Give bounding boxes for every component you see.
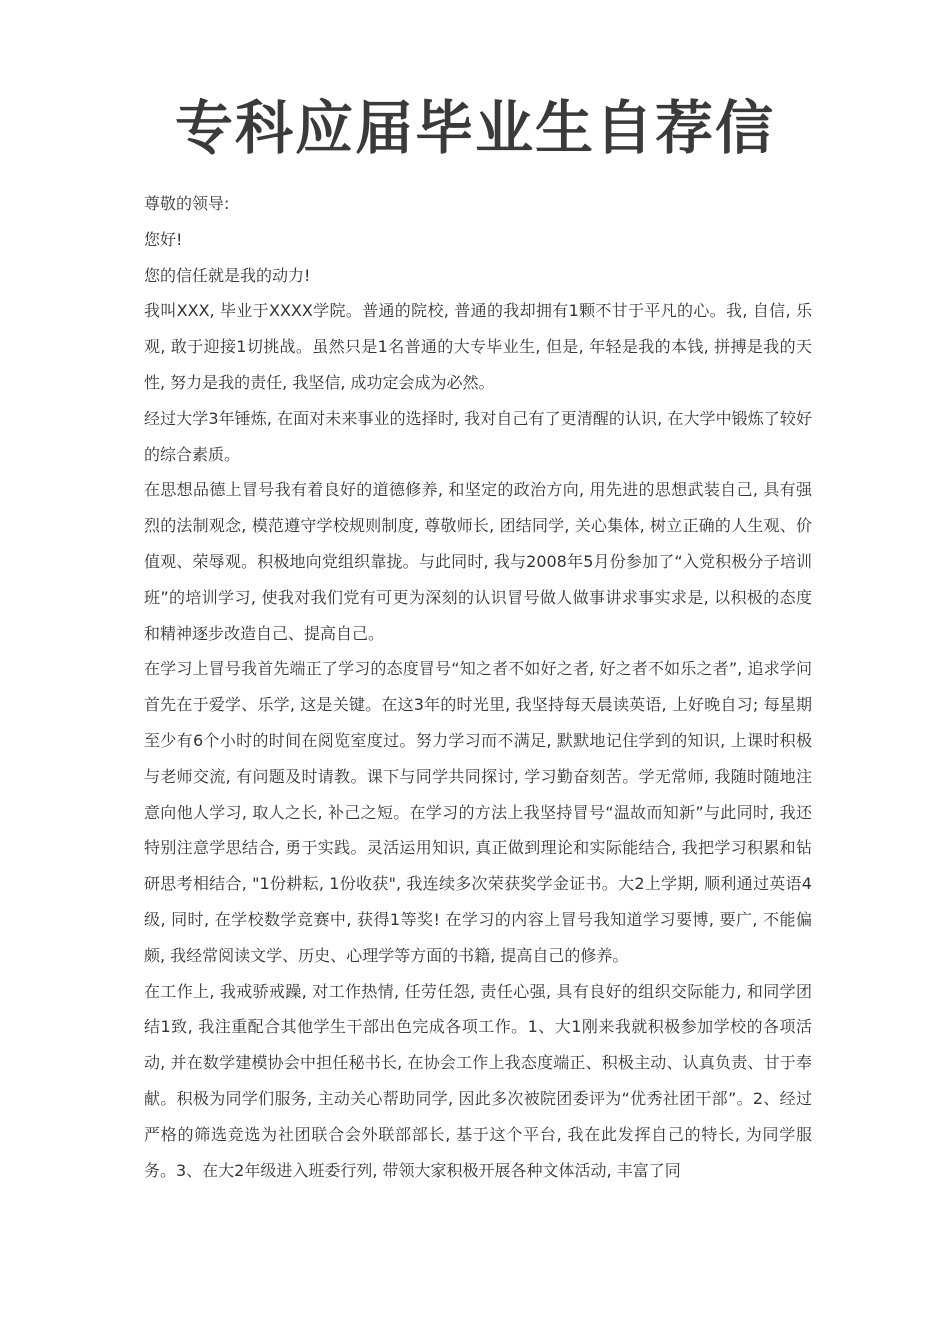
paragraph-study: 在学习上冒号我首先端正了学习的态度冒号“知之者不如好之者, 好之者不如乐之者”, 追求学问首先在于爱学、乐学, 这是关键。在这3年的时光里, 我坚持每天晨读英语, 上好晚自习; 每星期至少有6个小时的时间在阅览室度过。努力学习而不满足, 默默地记住学到的知识, 上课时积极与老师交流, 有问题及时请教。课下与同学共同探讨, 学习勤奋刻苦。学无常师, 我随时随地注意向他人学习, 取人之长, 补己之短。在学习的方法上我坚持冒号“温故而知新”与此同时, 我还特别注意学思结合, 勇于实践。灵活运用知识, 真正做到理论和实际能结合, 我把学习积累和钻研思考相结合, "1份耕耘, 1份收获", 我连续多次荣获奖学金证书。大2上学期, 顺利通过英语4级, 同时, 在学校数学竞赛中, 获得1等奖! 在学习的内容上冒号我知道学习要博, 要广, 不能偏颇, 我经常阅读文学、历史、心理学等方面的书籍, 提高自己的修养。	[144, 659, 812, 965]
letter-body	[144, 186, 812, 1188]
paragraph-work: 在工作上, 我戒骄戒躁, 对工作热情, 任劳任怨, 责任心强, 具有良好的组织交际能力, 和同学团结1致, 我注重配合其他学生干部出色完成各项工作。1、大1刚来我就积极参加学校的各项活动, 并在数学建模协会中担任秘书长, 在协会工作上我态度端正、积极主动、认真负责、甘于奉献。积极为同学们服务, 主动关心帮助同学, 因此多次被院团委评为“优秀社团干部”。2、经过严格的筛选竞选为社团联合会外联部部长, 基于这个平台, 我在此发挥自己的特长, 为同学服务。3、在大2年级进入班委行列, 带领大家积极开展各种文体活动, 丰富了同	[144, 981, 812, 1180]
paragraph-introduction: 我叫XXX, 毕业于XXXX学院。普通的院校, 普通的我却拥有1颗不甘于平凡的心。我, 自信, 乐观, 敢于迎接1切挑战。虽然只是1名普通的大专毕业生, 但是, 年轻是我的本钱, 拼搏是我的天性, 努力是我的责任, 我坚信, 成功定会成为必然。	[144, 301, 812, 392]
opening-line: 您的信任就是我的动力!	[144, 265, 311, 285]
paragraph-overview: 经过大学3年锤炼, 在面对未来事业的选择时, 我对自己有了更清醒的认识, 在大学中锻炼了较好的综合素质。	[144, 408, 812, 464]
salutation: 尊敬的领导:	[144, 194, 230, 213]
paragraph-moral-character: 在思想品德上冒号我有着良好的道德修养, 和坚定的政治方向, 用先进的思想武装自己, 具有强烈的法制观念, 模范遵守学校规则制度, 尊敬师长, 团结同学, 关心集体, 树立正确的人生观、价值观、荣辱观。积极地向党组织靠拢。与此同时, 我与2008年5月份参加了“入党积极分子培训班”的培训学习, 使我对我们党有可更为深刻的认识冒号做人做事讲求事实求是, 以积极的态度和精神逐步改造自己、提高自己。	[144, 480, 812, 643]
greeting: 您好!	[144, 229, 183, 249]
document-title: 专科应届毕业生自荐信	[174, 94, 775, 162]
